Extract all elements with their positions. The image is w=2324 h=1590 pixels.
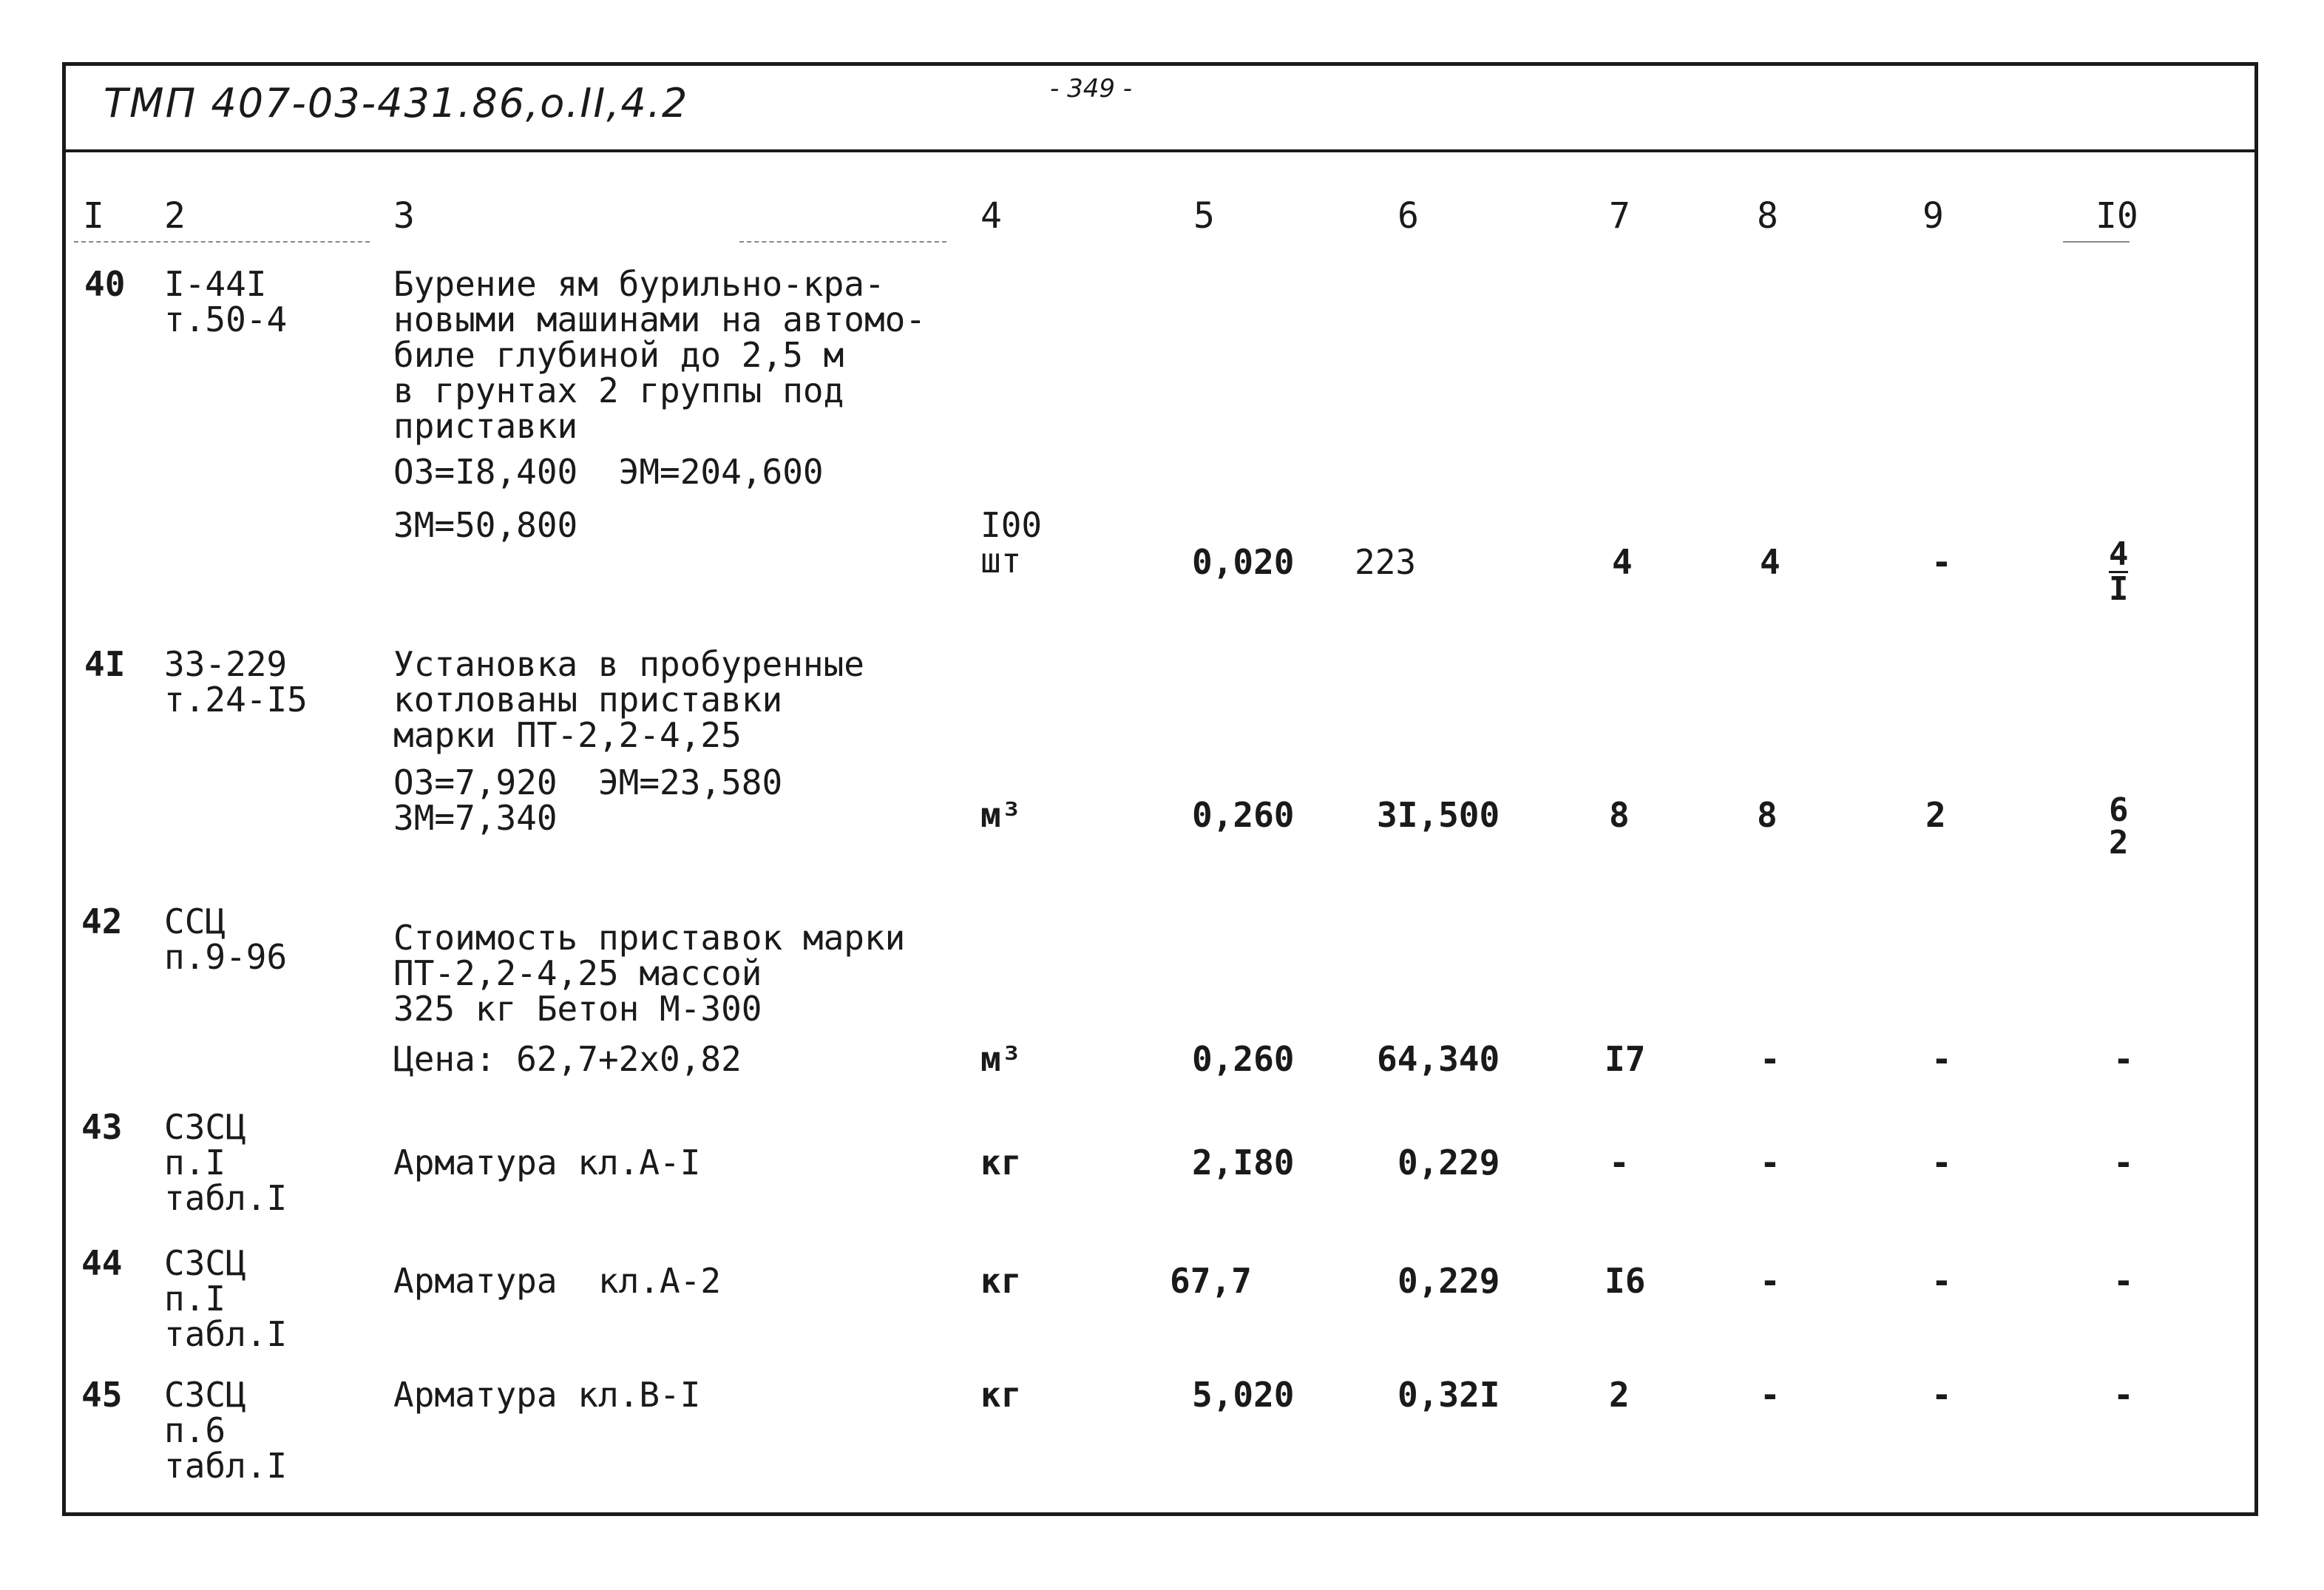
header-underline-right: [2063, 241, 2130, 243]
row-43-description: Арматура кл.А-I: [393, 1143, 701, 1183]
row-40-col7: 4: [1612, 542, 1633, 582]
row-45-number: 45: [81, 1375, 123, 1415]
row-41-number: 4I: [84, 644, 126, 684]
row-43-number: 43: [81, 1107, 123, 1147]
row-45-col8: -: [1760, 1375, 1781, 1415]
row-42-col8: -: [1760, 1039, 1781, 1079]
row-40-col10-fraction: [2109, 535, 2129, 608]
row-45-quantity: 5,020: [1192, 1375, 1295, 1415]
row-45-price: 0,32I: [1398, 1375, 1500, 1415]
row-42-col7: I7: [1605, 1039, 1646, 1079]
row-40-description: Бурение ям бурильно-кра- новыми машинами на автомо- биле глубиной до 2,5 м в грунтах 2 группы под приставки: [393, 264, 926, 446]
row-42-unit: м³: [980, 1039, 1022, 1079]
row-44-unit: кг: [980, 1261, 1022, 1301]
row-41-price: 3I,500: [1377, 795, 1500, 835]
row-43-col10: -: [2113, 1143, 2134, 1183]
row-41-reference: 33-229 т.24-I5: [164, 644, 308, 720]
row-45-reference: СЗСЦ п.6 табл.I: [164, 1375, 288, 1486]
row-45-unit: кг: [980, 1375, 1022, 1415]
column-header-2: 2: [164, 195, 186, 237]
row-41-col8: 8: [1757, 795, 1778, 835]
column-header-8: 8: [1757, 195, 1778, 237]
row-42-quantity: 0,260: [1192, 1039, 1295, 1079]
column-header-9: 9: [1922, 195, 1944, 237]
column-header-1: I: [83, 195, 104, 237]
row-41-quantity: 0,260: [1192, 795, 1295, 835]
row-43-col9: -: [1931, 1143, 1952, 1183]
row-40-unit: I00 шт: [980, 505, 1043, 581]
document-frame: [62, 62, 2258, 1516]
row-42-description: Стоимость приставок марки ПТ-2,2-4,25 массой 325 кг Бетон М-300: [393, 918, 906, 1029]
header-underline-mid: [739, 241, 946, 243]
row-41-col9: 2: [1925, 795, 1946, 835]
page-number: - 349 -: [1050, 74, 1133, 104]
row-44-price: 0,229: [1398, 1261, 1500, 1301]
row-41-cost-breakdown: ОЗ=7,920 ЭМ=23,580 ЗМ=7,340: [393, 762, 783, 838]
row-41-col7: 8: [1609, 795, 1630, 835]
row-41-col10-fraction: [2109, 791, 2129, 862]
row-40-col10-bottom: I: [2109, 570, 2129, 608]
row-40-quantity: 0,020: [1192, 542, 1295, 582]
row-44-quantity: 67,7: [1170, 1261, 1252, 1301]
row-44-col8: -: [1760, 1261, 1781, 1301]
row-40-cost-extra: ЗМ=50,800: [393, 505, 578, 545]
column-header-10: I0: [2096, 195, 2138, 237]
row-44-number: 44: [81, 1243, 123, 1283]
header-underline-left: [74, 241, 370, 243]
row-45-col10: -: [2113, 1375, 2134, 1415]
row-42-reference: ССЦ п.9-96: [164, 901, 288, 977]
row-41-unit: м³: [980, 795, 1022, 835]
row-40-col9: -: [1931, 542, 1952, 582]
column-header-6: 6: [1398, 195, 1419, 237]
row-44-reference: СЗСЦ п.I табл.I: [164, 1243, 288, 1354]
column-header-3: 3: [393, 195, 415, 237]
row-40-col8: 4: [1760, 542, 1781, 582]
row-43-unit: кг: [980, 1143, 1022, 1183]
row-42-col9: -: [1931, 1039, 1952, 1079]
row-41-description: Установка в пробуренные котлованы приставки марки ПТ-2,2-4,25: [393, 644, 864, 755]
column-header-7: 7: [1609, 195, 1630, 237]
column-header-5: 5: [1193, 195, 1215, 237]
row-43-col7: -: [1609, 1143, 1630, 1183]
column-header-4: 4: [980, 195, 1002, 237]
row-40-number: 40: [84, 264, 126, 304]
row-44-col7: I6: [1605, 1261, 1646, 1301]
row-43-quantity: 2,I80: [1192, 1143, 1295, 1183]
row-43-col8: -: [1760, 1143, 1781, 1183]
row-44-col9: -: [1931, 1261, 1952, 1301]
row-41-col10-bottom: 2: [2109, 824, 2129, 862]
document-code: ТМП 407-03-431.86,о.II,4.2: [104, 80, 689, 126]
row-44-description: Арматура кл.А-2: [393, 1261, 722, 1301]
row-40-cost-breakdown: ОЗ=I8,400 ЭМ=204,600: [393, 452, 824, 492]
header-divider: [62, 149, 2258, 152]
row-40-reference: I-44I т.50-4: [164, 264, 288, 339]
row-42-price-formula: Цена: 62,7+2х0,82: [393, 1039, 742, 1079]
row-44-col10: -: [2113, 1261, 2134, 1301]
row-45-col7: 2: [1609, 1375, 1630, 1415]
row-41-col10-top: 6: [2109, 791, 2129, 829]
row-45-description: Арматура кл.В-I: [393, 1375, 701, 1415]
row-43-reference: СЗСЦ п.I табл.I: [164, 1107, 288, 1218]
row-40-col10-top: 4: [2109, 535, 2129, 573]
row-45-col9: -: [1931, 1375, 1952, 1415]
row-42-number: 42: [81, 901, 123, 941]
row-43-price: 0,229: [1398, 1143, 1500, 1183]
row-42-col10: -: [2113, 1039, 2134, 1079]
row-42-price: 64,340: [1377, 1039, 1500, 1079]
row-40-price: 223: [1355, 542, 1417, 582]
